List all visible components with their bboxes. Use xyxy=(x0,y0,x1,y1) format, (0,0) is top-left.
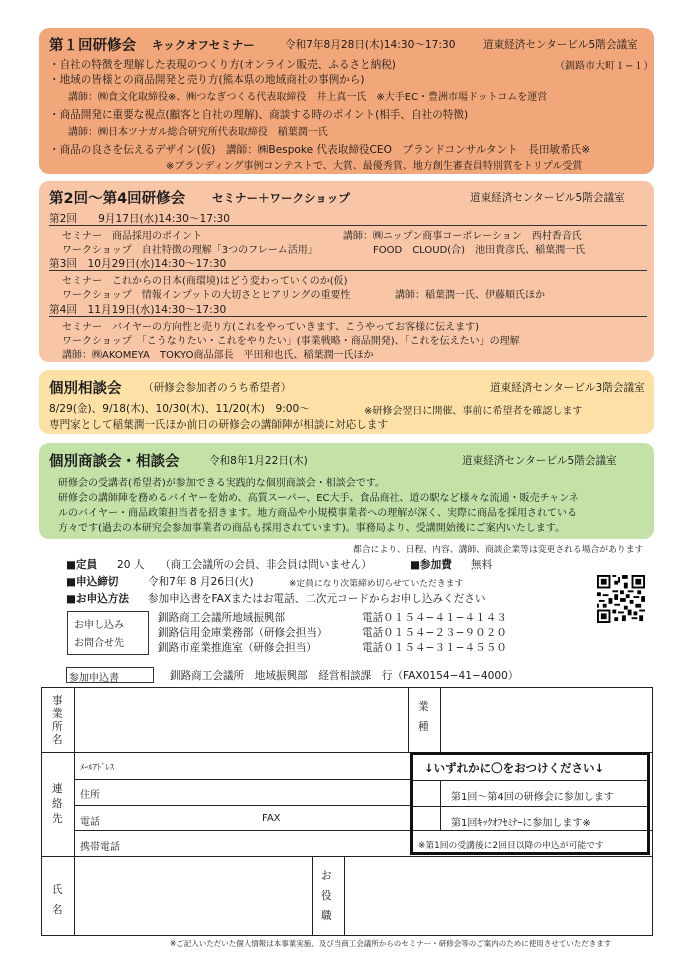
workshop-venue: 道東経済センタービル5階会議室 xyxy=(470,192,625,204)
topic-line: ・地域の皆様との商品開発と売り方(熊本県の地域商社の事例から) xyxy=(49,74,365,86)
business-name-field[interactable] xyxy=(78,692,406,748)
consultation-venue: 道東経済センタービル3階会議室 xyxy=(490,382,645,394)
consultation-dates: 8/29(金)、9/18(木)、10/30(木)、11/20(木) 9:00～ xyxy=(49,403,310,415)
workshop-title: 第2回～第4回研修会 xyxy=(49,191,186,207)
contact-phone[interactable]: 電話０１５４−４１−４１４３ xyxy=(362,612,507,624)
contact-box-label: お申し込み xyxy=(74,620,124,631)
lecturer-line: 講師：㈱日本ツナガル総合研究所代表取締役 稲葉潤一氏 xyxy=(68,127,328,138)
name-label: 氏名 xyxy=(52,884,63,916)
consultation-dates-note: ※研修会翌日に開催、事前に希望者を確認します xyxy=(364,406,583,417)
meeting-text: 方々です(過去の本研究会参加事業者の商品も採用されています)。事務局より、受講開始後にご案内いたします。 xyxy=(58,523,566,534)
title-field[interactable] xyxy=(348,860,648,932)
business-name-label: 事業所名 xyxy=(52,695,63,746)
meeting-text: 研修会の受講者(希望者)が参加できる実践的な個別商談会・相談会です。 xyxy=(58,478,386,489)
session-line: ワークショップ 情報インプットの大切さとヒアリングの重要性 xyxy=(62,290,351,301)
form-tag: 参加申込書 xyxy=(69,673,119,684)
contact-phone[interactable]: 電話０１５４−３１−４５５０ xyxy=(362,642,507,654)
capacity-note: （商工会議所の会員、非会員は問いません） xyxy=(160,559,372,571)
email-label: ﾒｰﾙｱﾄﾞﾚｽ xyxy=(80,763,115,773)
mobile-label: 携帯電話 xyxy=(80,842,120,853)
capacity-value: 20 人 xyxy=(117,559,145,571)
kickoff-venue: 道東経済センタービル5階会議室 xyxy=(483,39,638,51)
contact-org: 釧路商工会議所地域振興部 xyxy=(158,612,286,624)
session-date: 第2回 9月17日(水)14:30～17:30 xyxy=(49,213,231,225)
choice-instruction: ↓いずれかに〇をおつけください↓ xyxy=(424,761,605,775)
session-line: ワークショップ 自社特徴の理解「3つのフレーム活用」 xyxy=(62,245,318,256)
consultation-note: （研修会参加者のうち希望者） xyxy=(143,382,292,394)
kickoff-address: （釧路市大町１−１） xyxy=(555,61,654,72)
kickoff-date: 令和7年8月28日(木)14:30～17:30 xyxy=(285,39,456,51)
deadline-label: ■申込締切 xyxy=(66,576,119,588)
meeting-venue: 道東経済センタービル5階会議室 xyxy=(462,455,617,467)
session-line: セミナー バイヤーの方向性と売り方(これをやっていきます、こうやってお客様に伝えます) xyxy=(62,322,480,333)
mobile-field[interactable] xyxy=(150,834,405,854)
workshop-subtitle: セミナー＋ワークショップ xyxy=(212,191,350,205)
industry-field[interactable] xyxy=(444,692,649,748)
session-lecturer: FOOD CLOUD(合) 池田貴彦氏、稲葉潤一氏 xyxy=(373,245,586,256)
contact-phone[interactable]: 電話０１５４−２３−９０２０ xyxy=(362,627,507,639)
divider xyxy=(49,316,647,317)
deadline-value: 令和7年 8 月26日(火) xyxy=(148,576,254,588)
option1-checkbox[interactable] xyxy=(415,783,437,803)
address-label: 住所 xyxy=(80,790,100,801)
award-note: ※ブランディング事例コンテストで、大賞、最優秀賞、地方創生審査員特別賞をトリプル受賞 xyxy=(166,161,583,172)
session-lecturer: 講師：稲葉潤一氏、伊藤順氏ほか xyxy=(395,290,545,301)
industry-label: 業種 xyxy=(418,701,429,733)
phone-field[interactable] xyxy=(150,808,405,828)
topic-line: ・商品の良さを伝えるデザイン(仮) 講師：㈱Bespoke 代表取締役CEO ブランドコンサルタント 長田敏希氏※ xyxy=(49,144,591,156)
session-date: 第4回 11月19日(水)14:30～17:30 xyxy=(49,304,227,316)
option2-checkbox[interactable] xyxy=(415,809,437,829)
apply-method: 参加申込書をFAXまたはお電話、二次元コードからお申し込みください xyxy=(148,593,486,605)
session-line: ワークショップ 「こうなりたい・これをやりたい」(事業戦略・商品開発)、「これを伝えたい」の理解 xyxy=(62,336,520,347)
contact-org: 釧路信用金庫業務部（研修会担当） xyxy=(158,627,328,639)
kickoff-subtitle: キックオフセミナー xyxy=(152,38,255,52)
title-label: お役職 xyxy=(321,870,332,922)
meeting-title: 個別商談会・相談会 xyxy=(49,454,180,470)
option-note: ※第1回の受講後に2回目以降の申込が可能です xyxy=(418,841,604,851)
contact-label: 連絡先 xyxy=(52,783,63,825)
name-field[interactable] xyxy=(78,860,308,932)
form-recipient: 釧路商工会議所 地域振興部 経営相談課 行（FAX0154−41−4000） xyxy=(170,670,519,682)
apply-method-label: ■お申込方法 xyxy=(66,593,129,605)
option1-label: 第1回～第4回の研修会に参加します xyxy=(451,792,614,803)
fee-value: 無料 xyxy=(471,559,493,571)
privacy-note: ※ご記入いただいた個人情報は本事業実施、及び当商工会議所からのセミナー・研修会等のご案内のために使用させていただきます xyxy=(170,939,612,948)
consultation-detail: 専門家として稲葉潤一氏ほか前日の研修会の講師陣が相談に対応します xyxy=(49,419,388,431)
address-field[interactable] xyxy=(150,782,405,802)
topic-line: ・商品開発に重要な視点(顧客と自社の理解)、商談する時のポイント(相手、自社の特徴) xyxy=(49,109,469,121)
session-lecturer: 講師：㈱AKOMEYA TOKYO商品部長 平田和也氏、稲葉潤一氏ほか xyxy=(62,350,374,361)
change-notice: 都合により、日程、内容、講師、商談企業等は変更される場合があります xyxy=(353,545,644,555)
session-line: セミナー これからの日本(商環境)はどう変わっていくのか(仮) xyxy=(62,276,348,287)
email-field[interactable] xyxy=(150,756,405,776)
phone-label: 電話 xyxy=(80,817,100,828)
contact-org: 釧路市産業推進室（研修会担当） xyxy=(158,642,317,654)
lecturer-line: 講師：㈱食文化取締役※、㈱つなぎつくる代表取締役 井上真一氏 ※大手EC・豊洲市場ドットコムを運営 xyxy=(68,92,548,103)
meeting-text: 研修会の講師陣を務めるバイヤーを始め、高質スーパー、EC大手、食品商社、道の駅など様々な流通・販売チャンネ xyxy=(58,493,579,504)
deadline-note: ※定員になり次第締め切らせていただきます xyxy=(289,579,464,589)
fax-label: FAX xyxy=(262,813,281,824)
session-lecturer: 講師：㈱ニップン商事コーポレーション 西村香音氏 xyxy=(343,231,582,242)
consultation-title: 個別相談会 xyxy=(49,381,122,397)
meeting-date: 令和8年1月22日(木) xyxy=(209,455,308,467)
session-line: セミナー 商品採用のポイント xyxy=(62,231,202,242)
qr-code-icon[interactable] xyxy=(597,575,645,623)
meeting-text: ルのバイヤー・商品政策担当者を招きます。地方商品や小規模事業者への理解が深く、実際に商品を採用されている xyxy=(58,508,577,519)
capacity-label: ■定員 xyxy=(66,559,98,571)
divider xyxy=(49,225,647,226)
fee-label: ■参加費 xyxy=(410,559,452,571)
contact-box-label: お問合せ先 xyxy=(74,638,124,649)
option2-label: 第1回ｷｯｸｵﾌｾﾐﾅｰに参加します※ xyxy=(451,818,591,829)
kickoff-title: 第１回研修会 xyxy=(49,38,136,54)
session-date: 第3回 10月29日(水)14:30～17:30 xyxy=(49,258,227,270)
topic-line: ・自社の特徴を理解した表現のつくり方(オンライン販売、ふるさと納税) xyxy=(49,59,396,71)
divider xyxy=(49,270,647,271)
